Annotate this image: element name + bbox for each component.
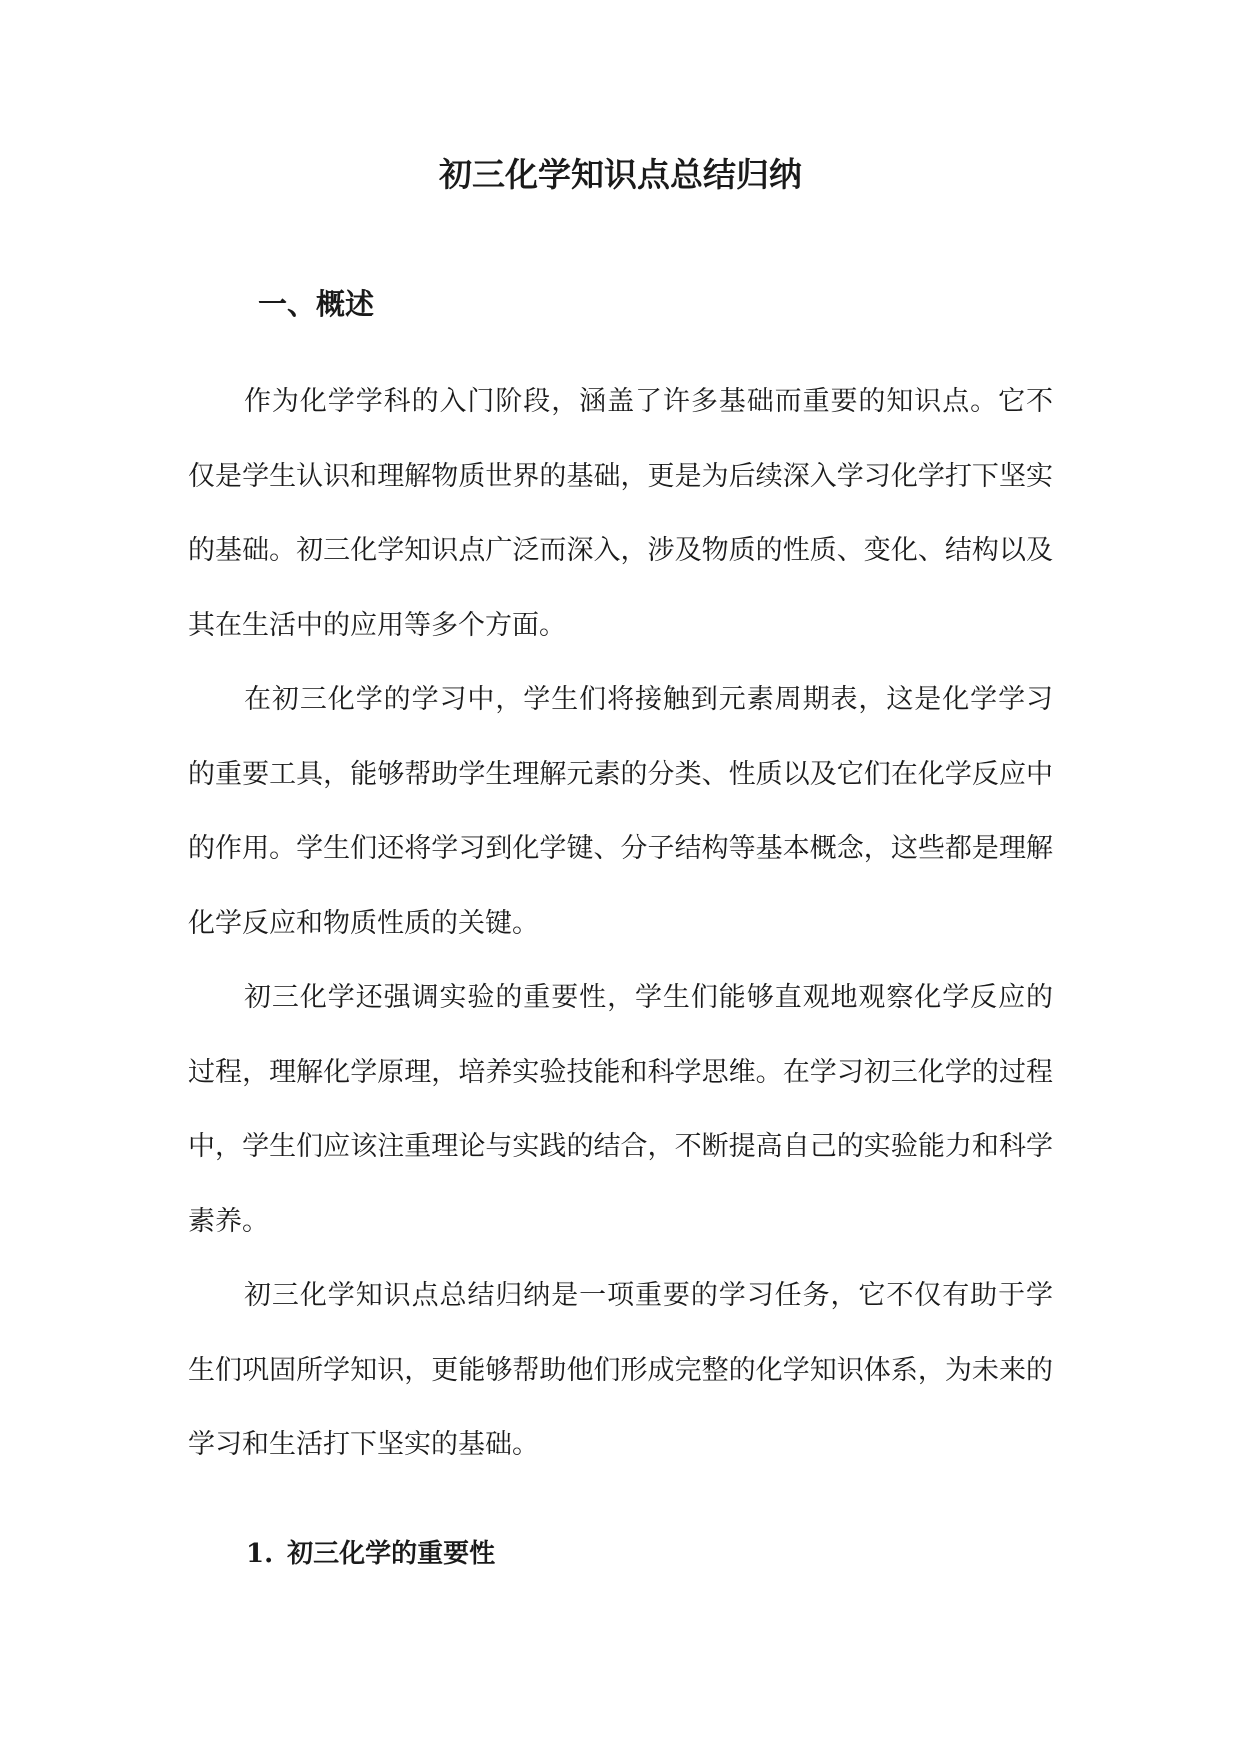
subsection-heading — [246, 1534, 495, 1574]
paragraph-2: 在初三化学的学习中，学生们将接触到元素周期表，这是化学学习的重要工具，能够帮助学生理解元素的分类、性质以及它们在化学反应中的作用。学生们还将学习到化学键、分子结构等基本概念，这些都是理解化学反应和物质性质的关键。 — [188, 684, 1053, 939]
section-body — [188, 365, 1053, 1483]
paragraph-1: 作为化学学科的入门阶段，涵盖了许多基础而重要的知识点。它不仅是学生认识和理解物质世界的基础，更是为后续深入学习化学打下坚实的基础。初三化学知识点广泛而深入，涉及物质的性质、变化、结构以及其在生活中的应用等多个方面。 — [188, 386, 1053, 641]
paragraph-4: 初三化学知识点总结归纳是一项重要的学习任务，它不仅有助于学生们巩固所学知识，更能够帮助他们形成完整的化学知识体系，为未来的学习和生活打下坚实的基础。 — [188, 1280, 1053, 1460]
document-title: 初三化学知识点总结归纳 — [439, 155, 802, 194]
subsection-number: 1. — [246, 1539, 274, 1569]
subsection-title: 初三化学的重要性 — [287, 1539, 496, 1569]
section-heading-overview: 一、概述 — [258, 287, 375, 321]
paragraph-3: 初三化学还强调实验的重要性，学生们能够直观地观察化学反应的过程，理解化学原理，培养实验技能和科学思维。在学习初三化学的过程中，学生们应该注重理论与实践的结合，不断提高自己的实验能力和科学素养。 — [188, 982, 1053, 1237]
